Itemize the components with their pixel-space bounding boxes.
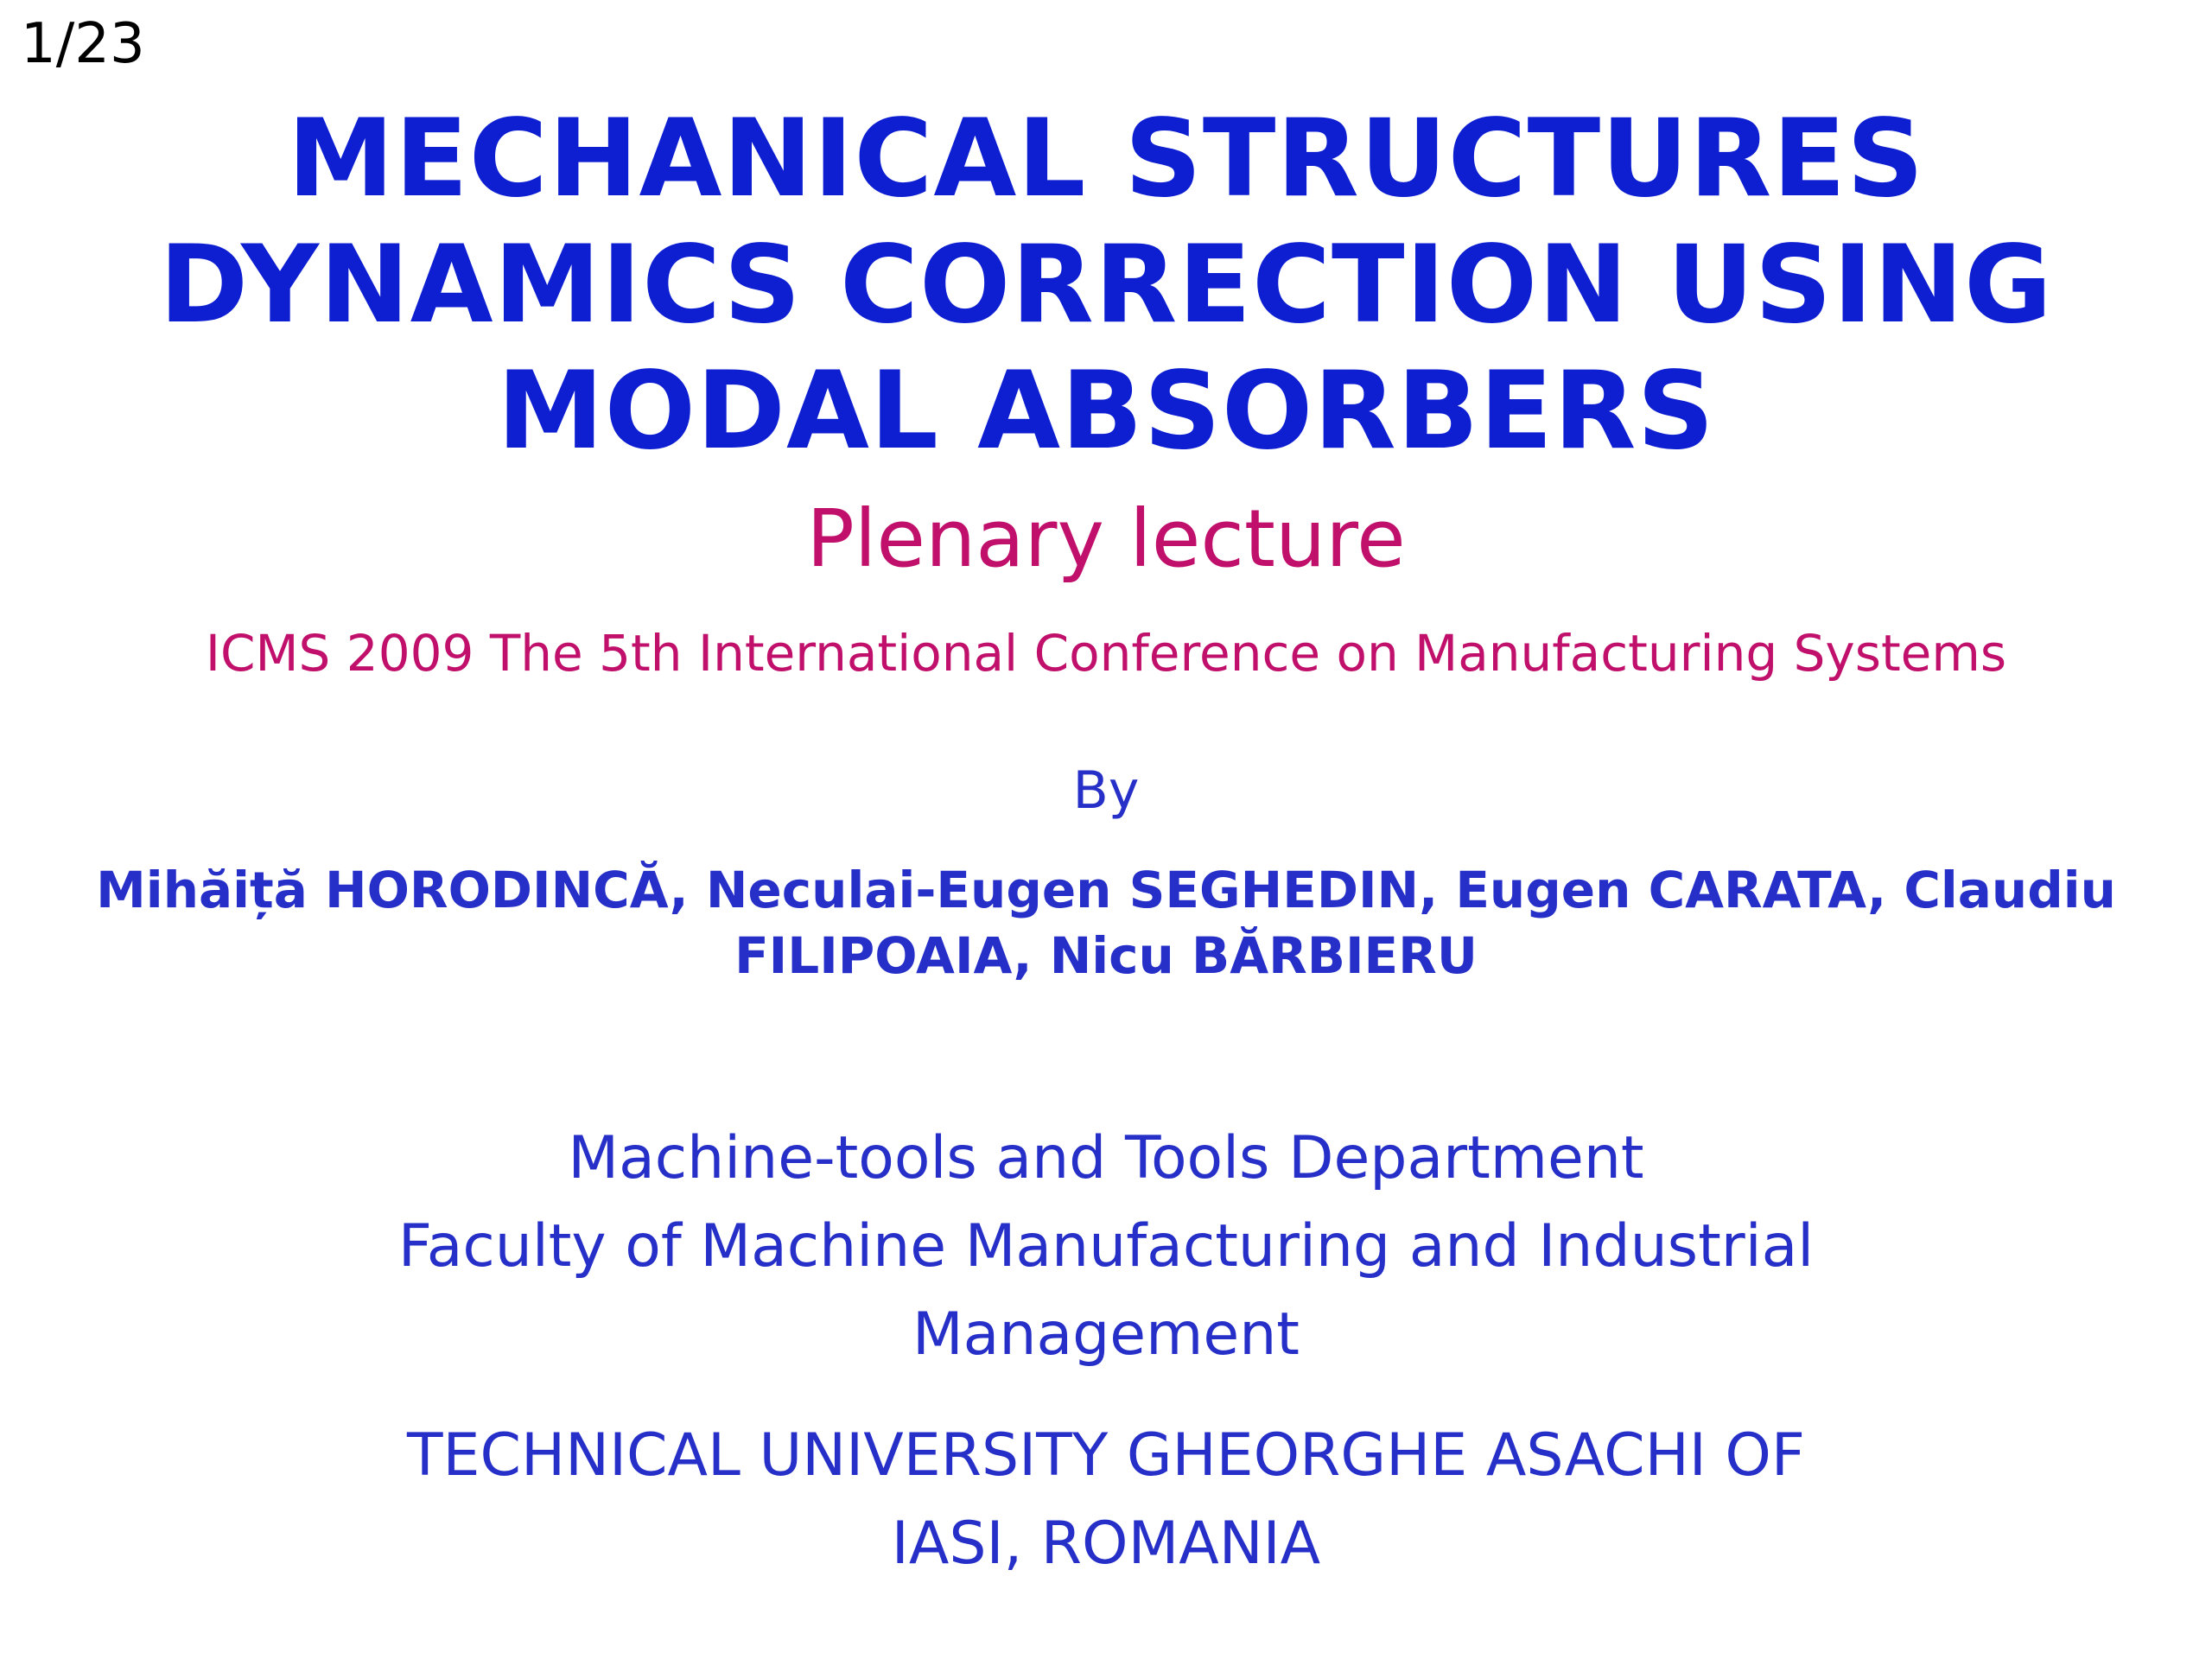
department-line-1: Machine-tools and Tools Department xyxy=(568,1124,1644,1192)
title-line-2: DYNAMICS CORRECTION USING xyxy=(159,223,2053,347)
by-label: By xyxy=(1072,760,1140,821)
conference-line: ICMS 2009 The 5th International Conference on Manufacturing Systems xyxy=(205,624,2007,683)
title-line-1: MECHANICAL STRUCTURES xyxy=(287,97,1925,221)
title-line-3: MODAL ABSORBERS xyxy=(497,349,1715,474)
department-line-2: Faculty of Machine Manufacturing and Industrial xyxy=(397,1212,1815,1281)
authors-line-1: Mihăiță HORODINCĂ, Neculai-Eugen SEGHEDIN, Eugen CARATA, Claudiu xyxy=(96,861,2116,919)
university-line-1: TECHNICAL UNIVERSITY GHEORGHE ASACHI OF xyxy=(406,1421,1806,1490)
department-line-3: Management xyxy=(912,1300,1300,1369)
subtitle: Plenary lecture xyxy=(806,493,1406,585)
authors-line-2: FILIPOAIA, Nicu BĂRBIERU xyxy=(734,926,1478,985)
university-line-2: IASI, ROMANIA xyxy=(891,1510,1321,1578)
page-number: 1/23 xyxy=(21,12,145,76)
